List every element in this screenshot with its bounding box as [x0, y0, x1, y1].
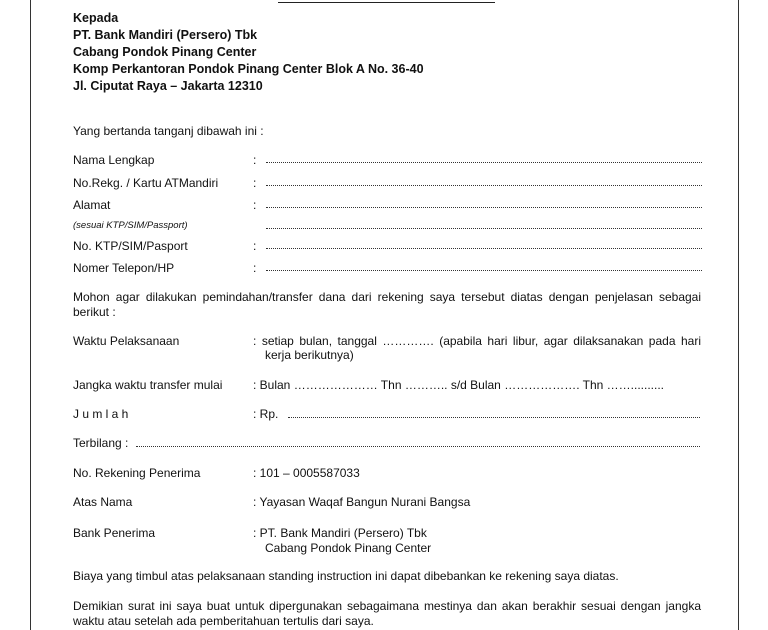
- execution-label: Waktu Pelaksanaan: [73, 334, 180, 348]
- period-label: Jangka waktu transfer mulai: [73, 378, 223, 392]
- address-field-line-1[interactable]: [266, 206, 702, 208]
- fees-paragraph: Biaya yang timbul atas pelaksanaan standing instruction ini dapat dibebankan ke rekening saya diatas.: [73, 569, 619, 583]
- phone-label: Nomer Telepon/HP: [73, 261, 175, 275]
- execution-value[interactable]: : setiap bulan, tanggal …………. (apabila hari libur, agar dilaksanakan pada hari kerja berikutnya): [253, 334, 701, 362]
- account-field[interactable]: [266, 184, 702, 186]
- beneficiary-account-label: No. Rekening Penerima: [73, 466, 201, 480]
- spelled-amount-label: Terbilang :: [73, 436, 129, 450]
- full-name-field[interactable]: [266, 161, 702, 163]
- full-name-label: Nama Lengkap: [73, 153, 155, 167]
- beneficiary-name-value: : Yayasan Waqaf Bangun Nurani Bangsa: [253, 495, 471, 509]
- beneficiary-bank-value-2: Cabang Pondok Pinang Center: [265, 541, 432, 555]
- address-note: (sesuai KTP/SIM/Passport): [73, 220, 188, 231]
- spelled-amount-field[interactable]: [136, 445, 700, 447]
- period-value[interactable]: : Bulan ………………… Thn ……….. s/d Bulan ………………. Thn ……..........: [253, 378, 664, 392]
- amount-field[interactable]: [288, 416, 700, 418]
- recipient-to: Kepada: [73, 11, 119, 25]
- address-colon: :: [253, 198, 257, 212]
- beneficiary-bank-label: Bank Penerima: [73, 526, 156, 540]
- header-rule: [278, 2, 495, 3]
- page-border-right: [738, 0, 739, 630]
- phone-field[interactable]: [266, 269, 702, 271]
- id-number-colon: :: [253, 239, 257, 253]
- request-paragraph: Mohon agar dilakukan pemindahan/transfer dana dari rekening saya tersebut diatas dengan penjelasan sebagai berikut :: [73, 290, 701, 319]
- id-number-label: No. KTP/SIM/Pasport: [73, 239, 188, 253]
- recipient-address: [73, 10, 424, 95]
- beneficiary-account-value: : 101 – 0005587033: [253, 466, 360, 480]
- intro-text: Yang bertanda tanganj dibawah ini :: [73, 124, 264, 138]
- recipient-street: Jl. Ciputat Raya – Jakarta 12310: [73, 79, 263, 93]
- page-border-left: [30, 0, 31, 630]
- beneficiary-bank-value-1: : PT. Bank Mandiri (Persero) Tbk: [253, 526, 427, 540]
- address-field-line-2[interactable]: [266, 227, 702, 229]
- account-colon: :: [253, 176, 257, 190]
- beneficiary-name-label: Atas Nama: [73, 495, 133, 509]
- full-name-colon: :: [253, 153, 257, 167]
- address-label: Alamat: [73, 198, 111, 212]
- closing-paragraph: Demikian surat ini saya buat untuk dipergunakan sebagaimana mestinya dan akan berakhir sesuai dengan jangka waktu atau setelah ada pemberitahuan tertulis dari saya.: [73, 599, 701, 628]
- amount-label: J u m l a h: [73, 407, 129, 421]
- id-number-field[interactable]: [266, 247, 702, 249]
- phone-colon: :: [253, 261, 257, 275]
- account-label: No.Rekg. / Kartu ATMandiri: [73, 176, 219, 190]
- recipient-bank: PT. Bank Mandiri (Persero) Tbk: [73, 28, 258, 42]
- recipient-branch: Cabang Pondok Pinang Center: [73, 45, 257, 59]
- recipient-complex: Komp Perkantoran Pondok Pinang Center Blok A No. 36-40: [73, 62, 424, 76]
- amount-prefix: : Rp.: [253, 407, 279, 421]
